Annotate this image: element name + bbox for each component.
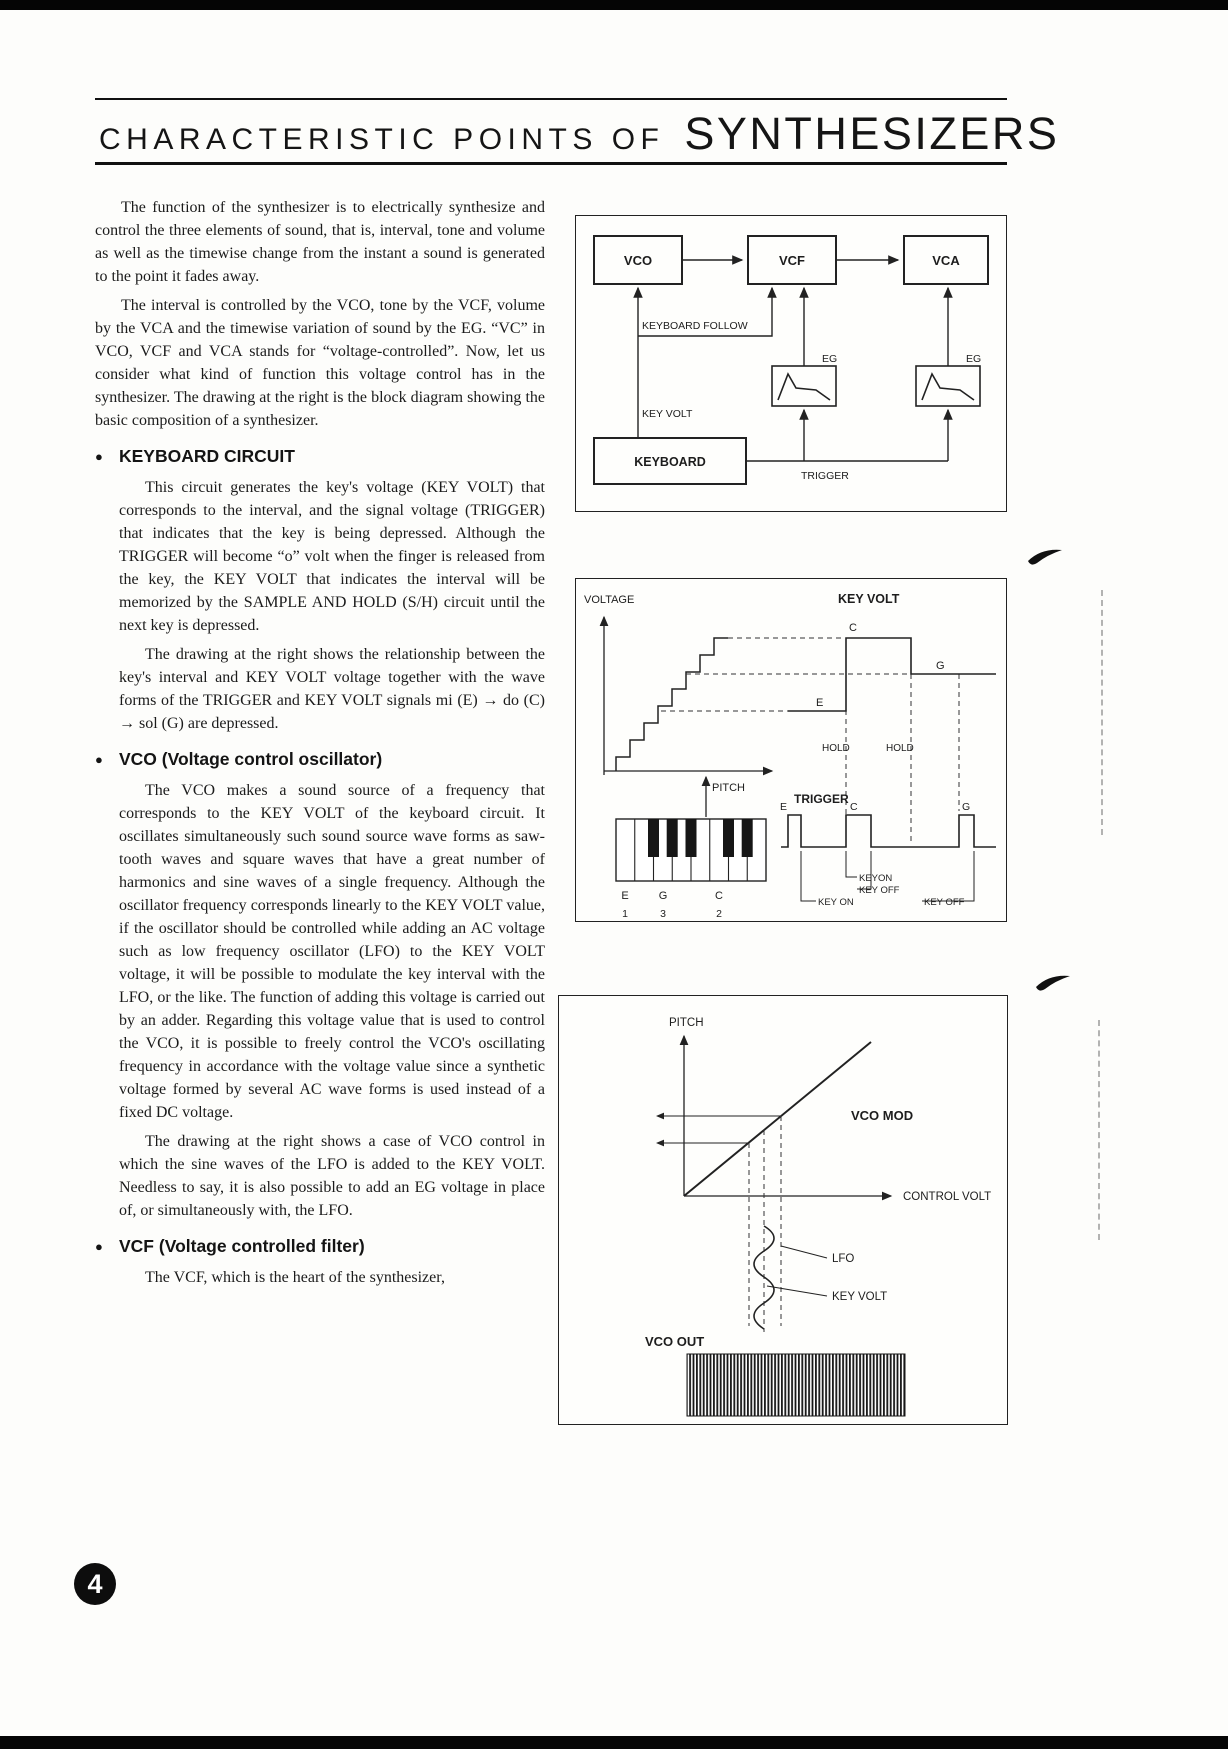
trigger-waveform (781, 815, 996, 847)
voltage-pitch-axes (604, 617, 772, 817)
hold-label-right: HOLD (886, 743, 914, 754)
intro-paragraph: The function of the synthesizer is to electrically synthesize and control the three elements of sound, that is, interval, tone and volume as well as the timewise change from the instant a sound is generated to the point it fades away. (95, 199, 545, 285)
key-order-2: 2 (716, 908, 722, 920)
pitch-axis-label: PITCH (669, 1017, 704, 1029)
pitch-axis-label: PITCH (712, 782, 745, 794)
ink-mark (1034, 972, 1074, 1001)
page-title-prefix: CHARACTERISTIC POINTS OF (99, 123, 665, 156)
block-diagram-svg (576, 216, 1006, 511)
level-e-label: E (816, 697, 824, 709)
key-on-label-2: KEY ON (818, 897, 854, 908)
vco-mod-diagram (558, 995, 1008, 1425)
body-text-column (95, 196, 545, 1295)
key-volt-label: KEY VOLT (642, 408, 693, 420)
control-volt-label: CONTROL VOLT (903, 1191, 992, 1203)
eg-label-right: EG (966, 353, 982, 365)
mod-label-leaders (767, 1246, 827, 1296)
ink-mark (1026, 546, 1066, 575)
scan-edge-top (0, 0, 1228, 10)
eg-box-right (916, 366, 980, 406)
piano-keyboard-drawing (616, 819, 766, 881)
section-paragraph: The VCF, which is the heart of the synthesizer, (145, 1269, 445, 1286)
key-label-c: C (715, 890, 723, 902)
section-paragraph: The drawing at the right shows the relationship between the key's interval and KEY VOLT voltage together with the wave forms of the TRIGGER and KEY VOLT signals mi (E) → do (C) → sol (G) are depressed. (119, 646, 545, 732)
key-order-1: 1 (622, 908, 628, 920)
page-title-main: SYNTHESIZERS (684, 108, 1060, 159)
page-number-badge: 4 (74, 1563, 116, 1605)
trigger-label: TRIGGER (801, 470, 849, 482)
section-vcf (95, 1234, 545, 1289)
vcf-label: VCF (779, 253, 805, 268)
key-label-g: G (658, 890, 668, 902)
hold-label-left: HOLD (822, 743, 850, 754)
pulse-g-label: G (962, 801, 971, 813)
vco-label: VCO (623, 253, 653, 268)
page-edge-artifact (1101, 590, 1103, 835)
eg-label-left: EG (822, 353, 838, 365)
scan-edge-bottom (0, 1736, 1228, 1749)
key-label-e: E (621, 890, 629, 902)
intro-paragraph: The interval is controlled by the VCO, tone by the VCF, volume by the VCA and the timewise variation of sound by the EG. “VC” in VCO, VCF and VCA stands for “voltage-controlled”. Now, let us consider what kind of function this voltage control has in the synthesizer. The drawing at the right is the block diagram showing the basic composition of a synthesizer. (95, 297, 545, 429)
pitch-transfer-line (684, 1042, 871, 1196)
keyboard-label: KEYBOARD (634, 455, 706, 469)
keyboard-follow-label: KEYBOARD FOLLOW (642, 320, 748, 332)
section-heading: ● VCO (Voltage control oscillator) (119, 747, 545, 771)
eg-envelope-icon (922, 374, 974, 400)
vco-mod-title: VCO MOD (851, 1108, 914, 1123)
mod-dashed-guides (749, 1116, 781, 1332)
section-paragraph: The drawing at the right shows a case of VCO control in which the sine waves of the LFO is added to the KEY VOLT. Needless to say, it is also possible to add an EG voltage in place of, or simultaneously with, the LFO. (119, 1133, 545, 1219)
staircase-waveform (616, 638, 728, 771)
level-c-label: C (849, 622, 857, 634)
key-off-label-1: KEY OFF (859, 885, 900, 896)
eg-box-left (772, 366, 836, 406)
key-order-3: 3 (660, 908, 666, 920)
lfo-label: LFO (832, 1253, 855, 1265)
section-keyboard-circuit (95, 444, 545, 735)
key-off-label-2: KEY OFF (924, 897, 965, 908)
vco-mod-diagram-svg (559, 996, 1007, 1424)
section-paragraph: This circuit generates the key's voltage (KEY VOLT) that corresponds to the interval, and the signal voltage (TRIGGER) that indicates that the key is being depressed. Although the TRIGGER will become “o” volt when the finger is released from the key, the KEY VOLT that indicates the interval will be memorized by the SAMPLE AND HOLD (S/H) circuit until the next key is depressed. (119, 479, 545, 634)
section-paragraph: The VCO makes a sound source of a frequency that corresponds to the KEY VOLT of the keyboard circuit. It oscillates simultaneously such sound source wave forms as saw-tooth waves and square waves that have a great number of harmonics and sine waves of a single frequency. Although the oscillator frequency corresponds linearly to the KEY VOLT value, if the oscillator should be controlled while adding an AC voltage such as low frequency oscillator (LFO) to the KEY VOLT voltage, it will be possible to modulate the key interval with the LFO, or the like. The function of adding this voltage is carried out by an adder. Regarding this voltage value that is used to control the VCO, it is possible to freely control the VCO's oscillating frequency in accordance with the voltage value since a synthetic voltage formed by several AC wave forms is used instead of a fixed DC voltage. (119, 782, 545, 1121)
vco-out-waveform (687, 1354, 905, 1416)
key-on-label-1: KEYON (859, 873, 893, 884)
key-volt-label: KEY VOLT (832, 1291, 888, 1303)
level-g-label: G (936, 660, 945, 672)
section-heading: ● VCF (Voltage controlled filter) (119, 1234, 545, 1258)
page-edge-artifact (1098, 1020, 1100, 1240)
block-diagram (575, 215, 1007, 512)
voltage-axis-label: VOLTAGE (584, 594, 635, 606)
vco-out-label: VCO OUT (645, 1334, 705, 1349)
mod-range-lines (657, 1116, 781, 1143)
key-volt-diagram (575, 578, 1007, 922)
vca-label: VCA (932, 253, 960, 268)
eg-envelope-icon (778, 374, 830, 400)
section-heading: ● KEYBOARD CIRCUIT (119, 444, 545, 468)
key-volt-title: KEY VOLT (838, 592, 900, 606)
section-vco (95, 747, 545, 1222)
page-title (95, 100, 1060, 159)
masthead (95, 98, 1060, 165)
pulse-e-label: E (780, 801, 788, 813)
pulse-c-label: C (850, 801, 858, 813)
title-rule-bottom (95, 162, 1007, 165)
block-signal-lines (638, 260, 948, 461)
trigger-title: TRIGGER (794, 792, 849, 806)
key-volt-diagram-svg (576, 579, 1006, 921)
